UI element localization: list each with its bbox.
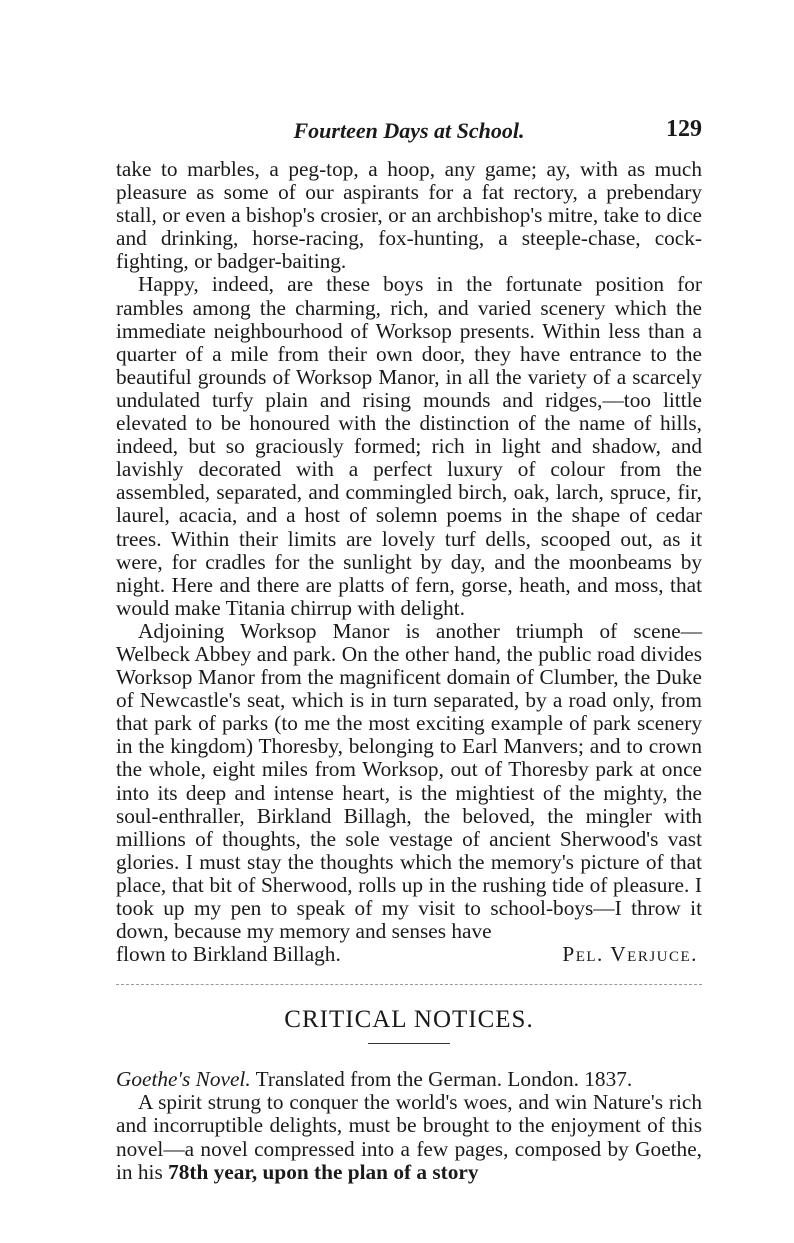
author-signature: Pel. Verjuce. bbox=[562, 942, 698, 967]
article-body bbox=[116, 158, 702, 966]
review-book-meta: Translated from the German. London. 1837. bbox=[250, 1067, 633, 1092]
review-book-title: Goethe's Novel. bbox=[116, 1067, 251, 1092]
review-text: A spirit strung to conquer the world's woes, and win Nature's rich and incorruptible delights, must be brought to the enjoyment of this novel—a novel compressed into a few pages, composed by Goethe, in his bbox=[116, 1090, 702, 1184]
running-title: Fourteen Days at School. bbox=[293, 118, 525, 143]
review-body bbox=[116, 1068, 702, 1183]
section-divider bbox=[116, 984, 702, 985]
review-heading bbox=[116, 1068, 702, 1091]
running-head bbox=[116, 118, 702, 158]
section-title: CRITICAL NOTICES. bbox=[284, 1006, 534, 1034]
signoff-line bbox=[116, 943, 702, 966]
review-paragraph bbox=[116, 1091, 702, 1183]
last-line: flown to Birkland Billagh. bbox=[116, 942, 341, 967]
paragraph-worksop: Happy, indeed, are these boys in the fortunate position for rambles among the charming, rich, and varied scenery which the immediate neighbourhood of Worksop presents. Within less than a quarter of a mile from their own door, they have entrance to the beautiful grounds of Worksop Manor, in all the variety of a scarcely undulated turfy plain and rising mounds and ridges,—too little elevated to be honoured with the distinction of the name of hills, indeed, but so graciously formed; rich in light and shadow, and lavishly decorated with a perfect luxury of colour from the assembled, separated, and commingled birch, oak, larch, spruce, fir, laurel, acacia, and a host of solemn poems in the shape of cedar trees. Within their limits are lovely turf dells, scooped out, as it were, for cradles for the sunlight by day, and the moonbeams by night. Here and there are platts of fern, gorse, heath, and moss, that would make Titania chirrup with delight. bbox=[116, 272, 702, 620]
review-text-bold: 78th year, upon the plan of a story bbox=[168, 1159, 479, 1184]
page-number: 129 bbox=[666, 116, 702, 142]
paragraph-parks: Adjoining Worksop Manor is another triumph of scene— Welbeck Abbey and park. On the other hand, the public road divides Worksop Manor from the magnificent domain of Clumber, the Duke of Newcastle's seat, which is in turn separated, by a road only, from that park of parks (to me the most exciting example of park scenery in the kingdom) Thoresby, belonging to Earl Manvers; and to crown the whole, eight miles from Worksop, out of Thoresby park at once into its deep and intense heart, is the mightiest of the mighty, the soul-enthraller, Birkland Billagh, the beloved, the mingler with millions of thoughts, the sole vestage of ancient Sherwood's vast glories. I must stay the thoughts which the memory's picture of that place, that bit of Sherwood, rolls up in the rushing tide of pleasure. I took up my pen to speak of my visit to school-boys—I throw it down, because my memory and senses have bbox=[116, 618, 702, 944]
title-underline bbox=[368, 1043, 450, 1044]
paragraph-continued: take to marbles, a peg-top, a hoop, any game; ay, with as much pleasure as some of our aspirants for a fat rectory, a prebendary stall, or even a bishop's crosier, or an archbishop's mitre, take to dice and drinking, horse-racing, fox-hunting, a steeple-chase, cock-fighting, or badger-baiting. bbox=[116, 157, 702, 274]
